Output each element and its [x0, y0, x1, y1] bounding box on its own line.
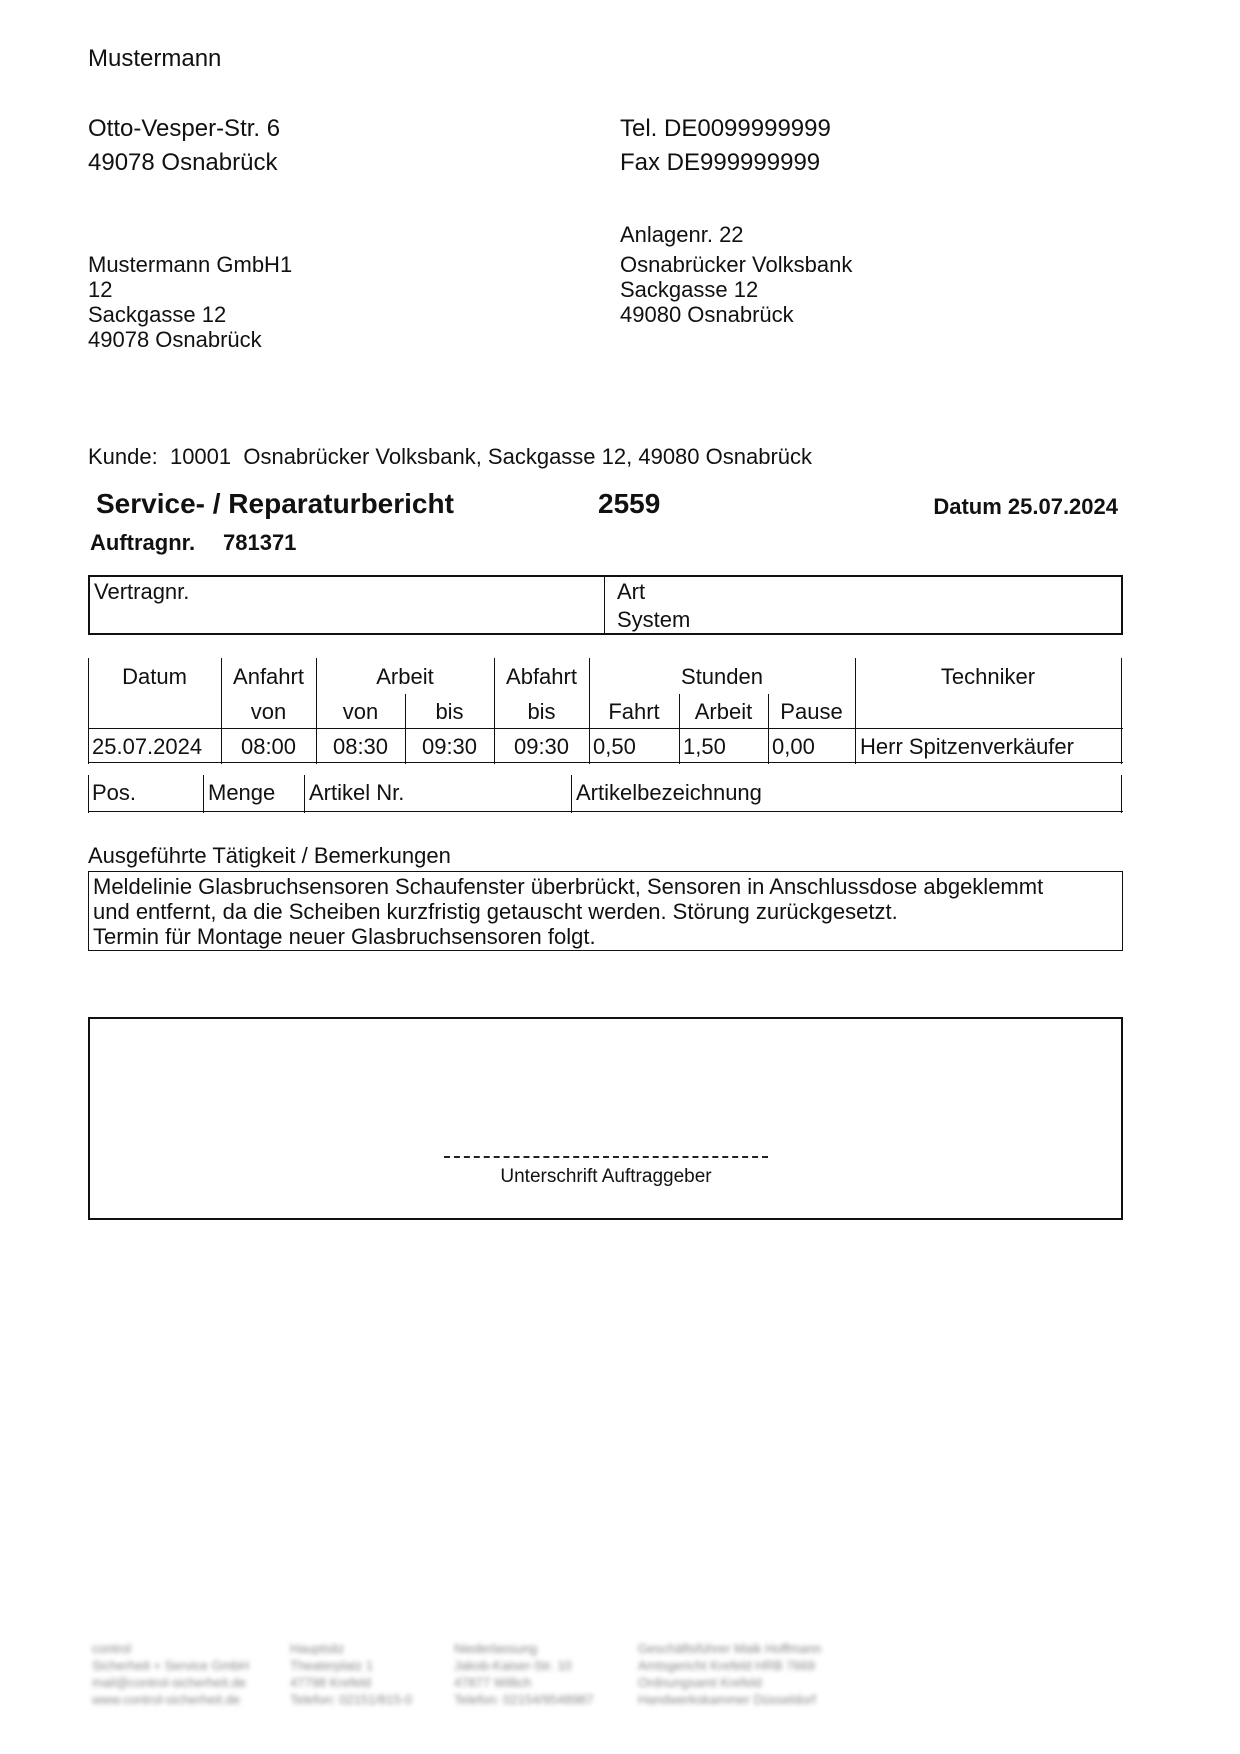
header-arbeit-bis: bis	[435, 699, 464, 724]
recipient-line: 12	[88, 277, 113, 302]
order-label: Auftragnr.	[90, 530, 196, 555]
header-stunden: Stunden	[681, 664, 763, 689]
row-arbeit-bis: 09:30	[421, 734, 478, 759]
footer-line: 47798 Krefeld	[290, 1675, 371, 1690]
header-fahrt: Fahrt	[608, 699, 660, 724]
footer-col-legal	[638, 1640, 821, 1708]
sender-street: Otto-Vesper-Str. 6	[88, 115, 281, 142]
report-number: 2559	[598, 488, 661, 519]
vertragnr-label: Vertragnr.	[94, 579, 190, 604]
activity-label: Ausgeführte Tätigkeit / Bemerkungen	[88, 843, 451, 868]
sender-tel: Tel. DE0099999999	[620, 115, 831, 142]
row-arbeit-von: 08:30	[332, 734, 389, 759]
row-datum: 25.07.2024	[92, 734, 203, 759]
header-datum: Datum	[122, 664, 187, 689]
footer-line: Sicherheit + Service GmbH	[92, 1658, 250, 1673]
footer-line: Jakob-Kaiser-Str. 10	[454, 1658, 572, 1673]
header-pos: Pos.	[92, 780, 137, 805]
footer-col-branch	[454, 1640, 594, 1708]
time-table	[88, 658, 1123, 764]
header-techniker: Techniker	[940, 664, 1036, 689]
order-number: 781371	[223, 530, 297, 555]
installation-line: Sackgasse 12	[620, 277, 759, 302]
installation-line: Osnabrücker Volksbank	[620, 252, 853, 277]
footer-line: Handwerkskammer Düsseldorf	[638, 1692, 816, 1707]
row-arbeit: 1,50	[683, 734, 726, 759]
installation-address	[620, 222, 852, 327]
divider	[604, 577, 605, 633]
recipient-line: 49078 Osnabrück	[88, 327, 262, 352]
report-date: Datum 25.07.2024	[933, 494, 1118, 519]
footer-line: www.control-sicherheit.de	[92, 1692, 241, 1707]
header-anfahrt-von: von	[250, 699, 287, 724]
divider	[88, 728, 1123, 729]
divider	[1121, 775, 1122, 813]
sender-city: 49078 Osnabrück	[88, 149, 278, 176]
header-arbeit-von: von	[342, 699, 379, 724]
row-fahrt: 0,50	[593, 734, 636, 759]
row-techniker: Herr Spitzenverkäufer	[860, 734, 1074, 759]
installation-number: Anlagenr. 22	[620, 222, 744, 247]
sender-address	[88, 112, 280, 180]
header-abfahrt-bis: bis	[527, 699, 556, 724]
footer-line: Niederlassung	[454, 1641, 538, 1656]
customer-line: Kunde: 10001 Osnabrücker Volksbank, Sackgasse 12, 49080 Osnabrück	[88, 444, 813, 469]
footer-col-hq	[290, 1640, 412, 1708]
company-footer	[88, 1640, 868, 1720]
row-abfahrt-bis: 09:30	[513, 734, 570, 759]
activity-line: und entfernt, da die Scheiben kurzfristig getauscht werden. Störung zurückgesetzt.	[93, 899, 898, 924]
recipient-line: Sackgasse 12	[88, 302, 227, 327]
divider	[203, 775, 204, 813]
installation-line: 49080 Osnabrück	[620, 302, 794, 327]
report-title: Service- / Reparaturbericht	[96, 488, 454, 519]
header-anfahrt: Anfahrt	[233, 664, 304, 689]
footer-line: Telefon: 02154/9548987	[454, 1692, 594, 1707]
footer-line: Telefon: 02151/815-0	[290, 1692, 413, 1707]
footer-line: Theaterplatz 1	[290, 1658, 374, 1673]
divider	[88, 775, 89, 813]
system-label: System	[617, 607, 691, 632]
row-pause: 0,00	[772, 734, 815, 759]
sender-name: Mustermann	[88, 45, 222, 72]
footer-line: Hauptsitz	[290, 1641, 345, 1656]
footer-line: Geschäftsführer Maik Hoffmann	[638, 1641, 822, 1656]
signature-label: Unterschrift Auftraggeber	[500, 1166, 712, 1187]
recipient-line: Mustermann GmbH1	[88, 252, 293, 277]
footer-line: control	[92, 1641, 132, 1656]
items-table	[88, 775, 1123, 813]
header-abfahrt: Abfahrt	[506, 664, 577, 689]
footer-line: Amtsgericht Krefeld HRB 7669	[638, 1658, 816, 1673]
activity-line: Termin für Montage neuer Glasbruchsensoren folgt.	[93, 924, 596, 949]
signature-box	[88, 1017, 1123, 1220]
divider	[571, 775, 572, 813]
activity-box	[88, 871, 1123, 951]
row-anfahrt-von: 08:00	[240, 734, 297, 759]
header-menge: Menge	[208, 780, 276, 805]
art-label: Art	[617, 579, 646, 604]
header-pause: Pause	[780, 699, 843, 724]
divider	[1121, 658, 1122, 764]
activity-line: Meldelinie Glasbruchsensoren Schaufenster überbrückt, Sensoren in Anschlussdose abgeklemmt	[93, 874, 1044, 899]
header-std-arbeit: Arbeit	[694, 699, 753, 724]
sender-fax: Fax DE999999999	[620, 149, 821, 176]
header-artikelbezeichnung: Artikelbezeichnung	[576, 780, 762, 805]
header-arbeit: Arbeit	[376, 664, 434, 689]
recipient-address	[88, 252, 292, 352]
signature-line	[444, 1156, 768, 1158]
sender-contact	[620, 112, 831, 180]
divider	[88, 762, 1123, 763]
contract-box	[88, 575, 1123, 635]
footer-line: Ordnungsamt Krefeld	[638, 1675, 762, 1690]
footer-line: 47877 Willich	[454, 1675, 532, 1690]
footer-col-company	[92, 1640, 249, 1708]
divider	[304, 775, 305, 813]
header-artikel-nr: Artikel Nr.	[309, 780, 405, 805]
footer-line: mail@control-sicherheit.de	[92, 1675, 247, 1690]
divider	[88, 811, 1123, 812]
